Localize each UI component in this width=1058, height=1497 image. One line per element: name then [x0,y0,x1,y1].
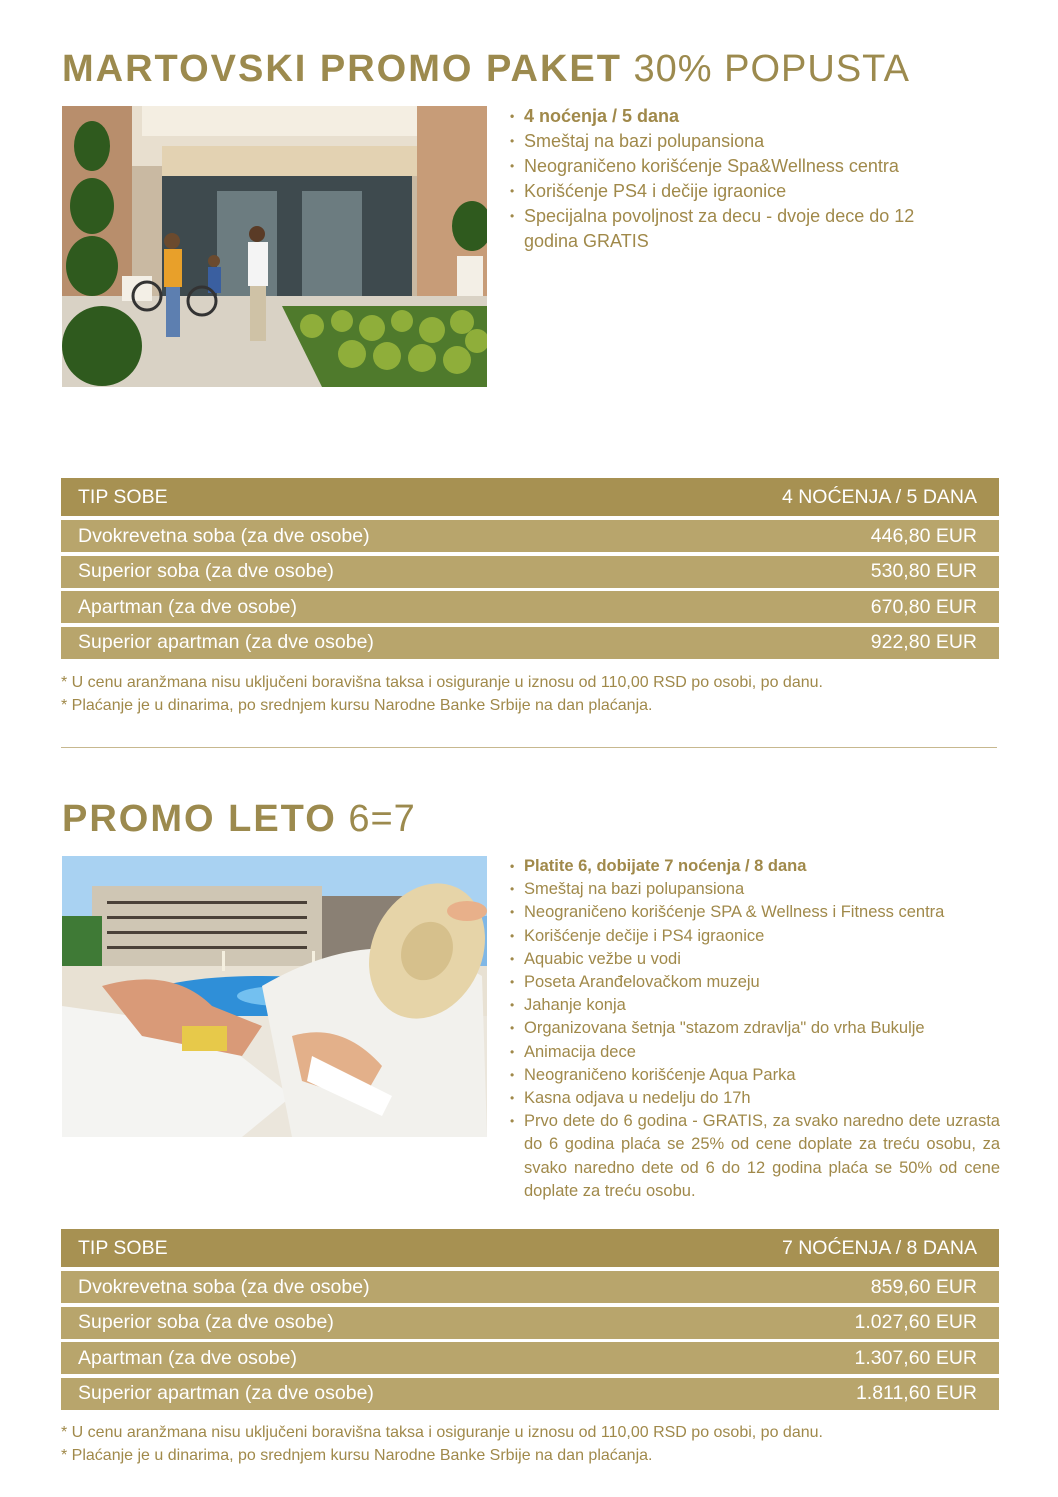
promo2-feature-list [510,855,1000,1203]
table-header-row [61,478,999,516]
section-divider [61,747,997,748]
room-price: 1.307,60 EUR [854,1346,977,1369]
list-item: • Neograničeno korišćenje SPA & Wellness i Fitness centra [510,901,1000,924]
list-item: • Jahanje konja [510,994,1000,1017]
list-item: • Aquabic vežbe u vodi [510,948,1000,971]
room-name: Superior apartman (za dve osobe) [78,1382,374,1404]
list-item: • Korišćenje PS4 i dečije igraonice [510,179,980,204]
table-row [61,1342,999,1374]
room-price: 446,80 EUR [870,524,977,547]
promo2-title-bold: PROMO LETO [62,798,337,840]
table-row [61,1271,999,1303]
header-duration: 4 NOĆENJA / 5 DANA [781,485,977,508]
note-text: * Plaćanje je u dinarima, po srednjem kursu Narodne Banke Srbije na dan plaćanja. [61,1447,653,1464]
room-price: 670,80 EUR [870,595,977,618]
room-name: Apartman (za dve osobe) [78,1346,297,1369]
header-duration: 7 NOĆENJA / 8 DANA [781,1236,977,1259]
list-item: • Neograničeno korišćenje Aqua Parka [510,1064,1000,1087]
promo1-title-bold: MARTOVSKI PROMO PAKET [62,48,622,90]
room-name: Superior soba (za dve osobe) [78,560,334,582]
room-price: 1.027,60 EUR [854,1311,977,1333]
promo1-title-light: 30% POPUSTA [633,48,910,90]
promo1-price-table [61,478,999,662]
list-item: • Prvo dete do 6 godina - GRATIS, za svako naredno dete uzrasta do 6 godina plaća se 25% od cene doplate za treću osobu, za svako naredno dete od 6 do 12 godina plaća se 50% od cene doplate za treću osobu. [510,1110,1000,1203]
note-text: * U cenu aranžmana nisu uključeni boravišna taksa i osiguranje u iznosu od 110,00 RSD po osobi, po danu. [61,674,823,691]
hotel-entrance-photo [62,106,487,387]
room-name: Dvokrevetna soba (za dve osobe) [78,524,370,547]
promo1-notes [61,671,823,717]
list-item: • Platite 6, dobijate 7 noćenja / 8 dana [510,855,1000,878]
list-item: • 4 noćenja / 5 dana [510,104,980,129]
note-text: * U cenu aranžmana nisu uključeni boravišna taksa i osiguranje u iznosu od 110,00 RSD po osobi, po danu. [61,1424,823,1441]
table-row [61,520,999,552]
note-text: * Plaćanje je u dinarima, po srednjem kursu Narodne Banke Srbije na dan plaćanja. [61,697,653,714]
list-item: • Smeštaj na bazi polupansiona [510,878,1000,901]
table-row [61,556,999,588]
table-row [61,1378,999,1410]
room-price: 530,80 EUR [870,560,977,582]
room-name: Superior apartman (za dve osobe) [78,631,374,653]
room-name: Dvokrevetna soba (za dve osobe) [78,1275,370,1298]
list-item: • Korišćenje dečije i PS4 igraonice [510,925,1000,948]
header-room-type: TIP SOBE [78,1236,168,1259]
promo2-notes [61,1421,823,1467]
room-price: 1.811,60 EUR [855,1382,977,1404]
list-item: • Organizovana šetnja "stazom zdravlja" do vrha Bukulje [510,1017,1000,1040]
list-item: • Animacija dece [510,1041,1000,1064]
header-room-type: TIP SOBE [78,485,168,508]
room-name: Apartman (za dve osobe) [78,595,297,618]
promo2-title-light: 6=7 [348,798,416,840]
list-item: • Kasna odjava u nedelju do 17h [510,1087,1000,1110]
table-header-row [61,1229,999,1267]
table-row [61,591,999,623]
promo1-title [62,48,910,91]
room-price: 922,80 EUR [870,631,977,653]
list-item: • Specijalna povoljnost za decu - dvoje dece do 12 godina GRATIS [510,204,920,254]
list-item: • Poseta Aranđelovačkom muzeju [510,971,1000,994]
promo2-title [62,798,416,841]
table-row [61,627,999,659]
room-name: Superior soba (za dve osobe) [78,1311,334,1333]
room-price: 859,60 EUR [870,1275,977,1298]
list-item: • Smeštaj na bazi polupansiona [510,129,980,154]
table-row [61,1307,999,1339]
promo2-price-table [61,1229,999,1413]
promo1-feature-list [510,104,980,254]
hotel-entrance-illustration [62,106,487,387]
list-item: • Neograničeno korišćenje Spa&Wellness centra [510,154,980,179]
hotel-pool-photo [62,856,487,1137]
pool-relax-illustration [62,856,487,1137]
